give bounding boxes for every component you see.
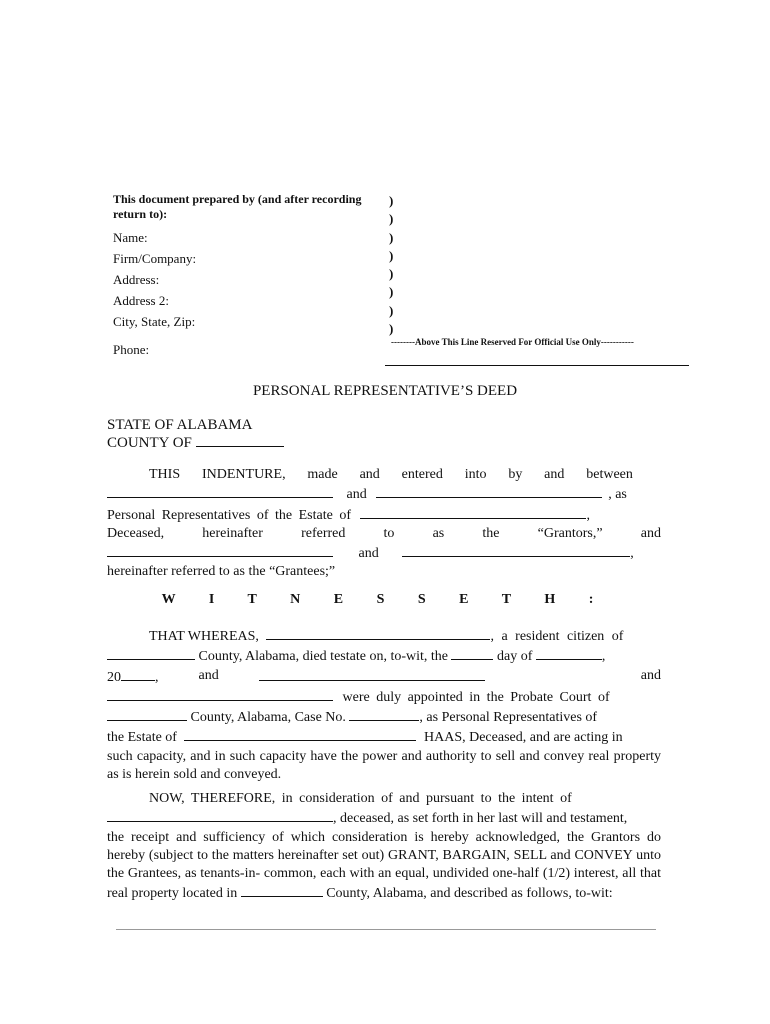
word: by bbox=[508, 467, 523, 482]
text: the receipt and sufficiency of which consideration is hereby acknowledged, the Grantors do hereby (subject to the matters hereinafter set out) GRANT, BARGAIN, SELL and CONVEY unto the Grantees, as tenants-in- common, each with an equal, undivided one-half (1/2) interest, all that real property located in bbox=[107, 829, 661, 902]
now-line-1: NOW, THEREFORE, in consideration of and pursuant to the intent of bbox=[149, 791, 572, 806]
paren: ) bbox=[389, 302, 394, 318]
grantee-blank-2[interactable] bbox=[402, 543, 630, 557]
now-line-2 bbox=[107, 808, 661, 828]
day-blank[interactable] bbox=[451, 646, 493, 660]
word: into bbox=[464, 467, 487, 482]
text: were duly appointed in the Probate Court of bbox=[342, 689, 610, 705]
address2-field-label: Address 2: bbox=[113, 293, 169, 308]
county-blank-2[interactable] bbox=[107, 646, 195, 660]
estate-text: Personal Representatives of the Estate of bbox=[107, 507, 351, 523]
rep-blank-2[interactable] bbox=[107, 687, 333, 701]
grantee-blank-1[interactable] bbox=[107, 543, 333, 557]
text: County, Alabama, and described as follows, to-wit: bbox=[326, 886, 613, 902]
official-use-rule bbox=[385, 365, 689, 366]
and-text: and bbox=[358, 546, 379, 562]
address-field-label: Address: bbox=[113, 272, 160, 287]
indenture-line-2 bbox=[107, 484, 661, 504]
party-blank-2[interactable] bbox=[376, 484, 602, 498]
text: , as Personal Representatives of bbox=[419, 710, 598, 726]
word: referred bbox=[301, 525, 346, 541]
estate-blank[interactable] bbox=[360, 505, 586, 519]
paren: ) bbox=[389, 247, 394, 263]
indenture-line-6: hereinafter referred to as the “Grantees;” bbox=[107, 564, 336, 580]
city-state-zip-label: City, State, Zip: bbox=[113, 314, 196, 329]
whereas-line-7: such capacity, and in such capacity have the power and authority to sell and convey real property as is herein sold and conveyed. bbox=[107, 748, 661, 783]
whereas-line-2: County, Alabama, died testate on, to-wit, the day of , bbox=[107, 646, 661, 666]
paren: ) bbox=[389, 284, 394, 300]
word: hereinafter bbox=[202, 525, 263, 541]
official-use-note: --------Above This Line Reserved For Official Use Only----------- bbox=[391, 337, 634, 347]
whereas-line-6 bbox=[107, 727, 661, 747]
state-line: STATE OF ALABAMA bbox=[107, 417, 253, 433]
party-blank-1[interactable] bbox=[107, 484, 333, 498]
word: entered bbox=[401, 467, 443, 482]
text: , a resident citizen of bbox=[490, 629, 624, 644]
preparer-fields bbox=[113, 192, 383, 332]
word: Deceased, bbox=[107, 525, 165, 541]
text: County, Alabama, died testate on, to-wit, the bbox=[198, 649, 448, 665]
text: day of bbox=[496, 649, 533, 665]
paren: ) bbox=[389, 266, 394, 282]
whereas-line-3 bbox=[107, 667, 661, 687]
county-blank[interactable] bbox=[196, 433, 284, 447]
text: , deceased, as set forth in her last will and testament, bbox=[333, 811, 628, 827]
now-body bbox=[107, 829, 661, 904]
word: to bbox=[383, 525, 395, 541]
rep-blank-1[interactable] bbox=[259, 667, 485, 681]
word: and bbox=[640, 525, 661, 541]
paren: ) bbox=[389, 229, 394, 245]
decedent-blank[interactable] bbox=[266, 626, 490, 640]
word: made bbox=[307, 467, 338, 482]
text: HAAS, Deceased, and are acting in bbox=[423, 730, 623, 746]
venue-block bbox=[107, 417, 284, 451]
word: and bbox=[359, 467, 380, 482]
year-field: 20 , bbox=[107, 667, 159, 687]
word: and bbox=[544, 467, 565, 482]
conveyance-paragraph bbox=[107, 790, 661, 904]
text: THAT WHEREAS, bbox=[149, 629, 259, 644]
indenture-line-5: and , bbox=[107, 543, 661, 563]
firm-field-label: Firm/Company: bbox=[113, 251, 197, 266]
phone-label: Phone: bbox=[113, 342, 150, 357]
county-blank-3[interactable] bbox=[107, 707, 187, 721]
whereas-paragraph bbox=[107, 626, 661, 784]
paren: ) bbox=[389, 193, 394, 208]
as-text: , as bbox=[608, 487, 627, 503]
word: the bbox=[482, 525, 500, 541]
prepared-by-label: This document prepared by (and after recording return to): bbox=[113, 192, 362, 221]
text: and bbox=[198, 667, 219, 683]
witnesseth-heading: W I T N E S S E T H : bbox=[161, 592, 609, 607]
deed-title: PERSONAL REPRESENTATIVE’S DEED bbox=[252, 383, 518, 399]
indenture-line-4 bbox=[107, 525, 661, 543]
whereas-line-1 bbox=[107, 626, 661, 646]
word: THIS bbox=[149, 467, 181, 482]
word: “Grantors,” bbox=[537, 525, 603, 541]
property-county-blank[interactable] bbox=[241, 883, 323, 897]
page-bottom-rule bbox=[116, 929, 656, 930]
whereas-line-5 bbox=[107, 707, 661, 727]
name-field-label: Name: bbox=[113, 230, 148, 245]
word: INDENTURE, bbox=[201, 467, 286, 482]
text: the Estate of bbox=[107, 730, 177, 746]
bracket-column bbox=[389, 192, 393, 338]
whereas-line-4 bbox=[107, 687, 661, 707]
word: as bbox=[432, 525, 445, 541]
indenture-paragraph bbox=[107, 466, 661, 582]
county-line: COUNTY OF bbox=[107, 433, 284, 451]
text: County, Alabama, Case No. bbox=[190, 710, 346, 726]
indenture-line-3: Personal Representatives of the Estate of , bbox=[107, 505, 661, 525]
estate-blank-2[interactable] bbox=[184, 727, 416, 741]
testator-blank[interactable] bbox=[107, 808, 333, 822]
text: 20 bbox=[107, 669, 121, 685]
text: and bbox=[640, 667, 661, 683]
and-text: and bbox=[346, 487, 367, 503]
year-blank[interactable] bbox=[121, 667, 155, 681]
word: between bbox=[586, 467, 633, 482]
case-no-blank[interactable] bbox=[349, 707, 419, 721]
month-blank[interactable] bbox=[536, 646, 602, 660]
paren: ) bbox=[389, 321, 394, 337]
indenture-line-1 bbox=[107, 466, 633, 484]
paren: ) bbox=[389, 211, 394, 227]
